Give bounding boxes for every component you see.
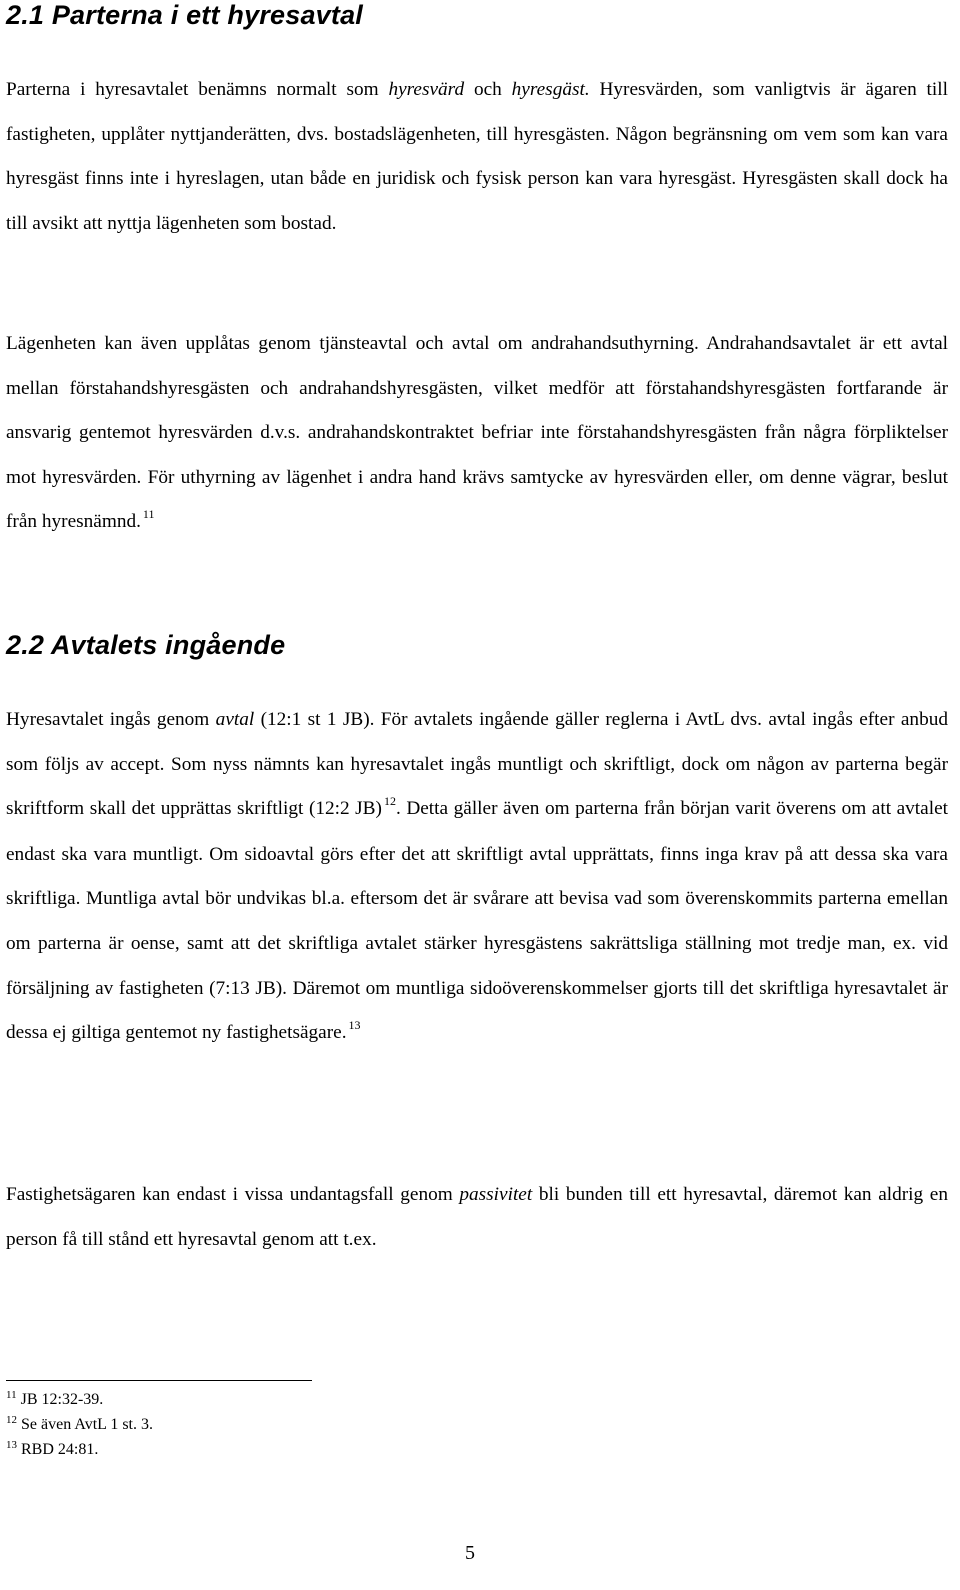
footnote-text: Se även AvtL 1 st. 3. bbox=[21, 1416, 153, 1433]
text-run: bli bunden till ett hyresavtal, däremot kan aldrig en person få till stånd ett hyresavtal genom att t.ex. bbox=[6, 1184, 949, 1250]
section-heading-avtalets-ingaende: 2.2 Avtalets ingående bbox=[6, 630, 286, 660]
text-run: Lägenheten kan även upplåtas genom tjänsteavtal och avtal om andrahandsuthyrning. Andrahandsavtalet är ett avtal mellan förstahandshyresgästen och andrahandshyresgästen, vilket medför att förstahandshyresgästen fortfarande är ansvarig gentemot hyresvärden d.v.s. andrahandskontraktet befriar inte förstahandshyresgästen från några förpliktelser mot hyresvärden. För uthyrning av lägenhet i andra hand krävs samtycke av hyresvärden eller, om denne vägrar, beslut från hyresnämnd. bbox=[6, 333, 948, 533]
text-run: (12:1 st 1 JB). För avtalets ingående gäller reglerna i AvtL dvs. avtal ingås efter anbud som följs av accept. Som nyss nämnts kan hyresavtalet ingås muntligt och skriftligt, dock om någon av parterna begär skriftform skall det upprättas skriftligt (12:2 JB) bbox=[6, 709, 948, 820]
emphasis-passivitet: passivitet bbox=[459, 1184, 533, 1205]
page-number: 5 bbox=[465, 1542, 475, 1564]
section-heading-parterna: 2.1 Parterna i ett hyresavtal bbox=[6, 0, 363, 30]
paragraph-avtal bbox=[6, 698, 948, 1057]
text-run: Hyresvärden, som vanligtvis är ägaren till fastigheten, upplåter nyttjanderätten, dvs. bostadslägenheten, till hyresgästen. Någon begränsning om vem som kan vara hyresgäst finns inte i hyreslagen, utan både en juridisk och fysisk person kan vara hyresgäst. Hyresgästen skall dock ha till avsikt att nyttja lägenheten som bostad. bbox=[6, 79, 948, 234]
text-run: Hyresavtalet ingås genom bbox=[6, 709, 216, 730]
text-run: Parterna i hyresavtalet benämns normalt som bbox=[6, 79, 389, 100]
paragraph-parterna bbox=[6, 68, 948, 246]
footnote-text: JB 12:32-39. bbox=[20, 1391, 104, 1408]
footnote-number: 12 bbox=[6, 1414, 17, 1426]
emphasis-hyresgast: hyresgäst. bbox=[511, 79, 590, 100]
paragraph-passivitet bbox=[6, 1173, 948, 1262]
paragraph-andrahand bbox=[6, 322, 948, 546]
text-run: och bbox=[464, 79, 512, 100]
emphasis-avtal: avtal bbox=[215, 709, 255, 730]
footnote-12 bbox=[6, 1413, 153, 1438]
footnote-11 bbox=[6, 1388, 153, 1413]
footnote-ref-12[interactable]: 12 bbox=[383, 794, 396, 809]
footnote-divider bbox=[6, 1380, 312, 1381]
footnote-ref-11[interactable]: 11 bbox=[142, 507, 155, 522]
emphasis-hyresvard: hyresvärd bbox=[388, 79, 465, 100]
footnote-number: 11 bbox=[6, 1389, 17, 1401]
text-run: Fastighetsägaren kan endast i vissa undantagsfall genom bbox=[6, 1184, 460, 1205]
text-run: . Detta gäller även om parterna från början varit överens om att avtalet endast ska vara muntligt. Om sidoavtal görs efter det att skriftligt avtal upprättats, finns inga krav på att dessa ska vara skriftliga. Muntliga avtal bör undvikas bl.a. eftersom det är svårare att bevisa vad som överenskommits parterna emellan om parterna är oense, samt att det skriftliga avtalet stärker hyresgästens sakrättsliga ställning mot tredje man, ex. vid försäljning av fastigheten (7:13 JB). Däremot om muntliga sidoöverenskommelser gjorts till det skriftliga hyresavtalet är dessa ej giltiga gentemot ny fastighetsägare. bbox=[6, 798, 948, 1044]
footnote-ref-13[interactable]: 13 bbox=[348, 1018, 361, 1033]
footnotes bbox=[6, 1388, 153, 1463]
footnote-13 bbox=[6, 1438, 153, 1463]
footnote-number: 13 bbox=[6, 1439, 17, 1451]
footnote-text: RBD 24:81. bbox=[21, 1441, 99, 1458]
